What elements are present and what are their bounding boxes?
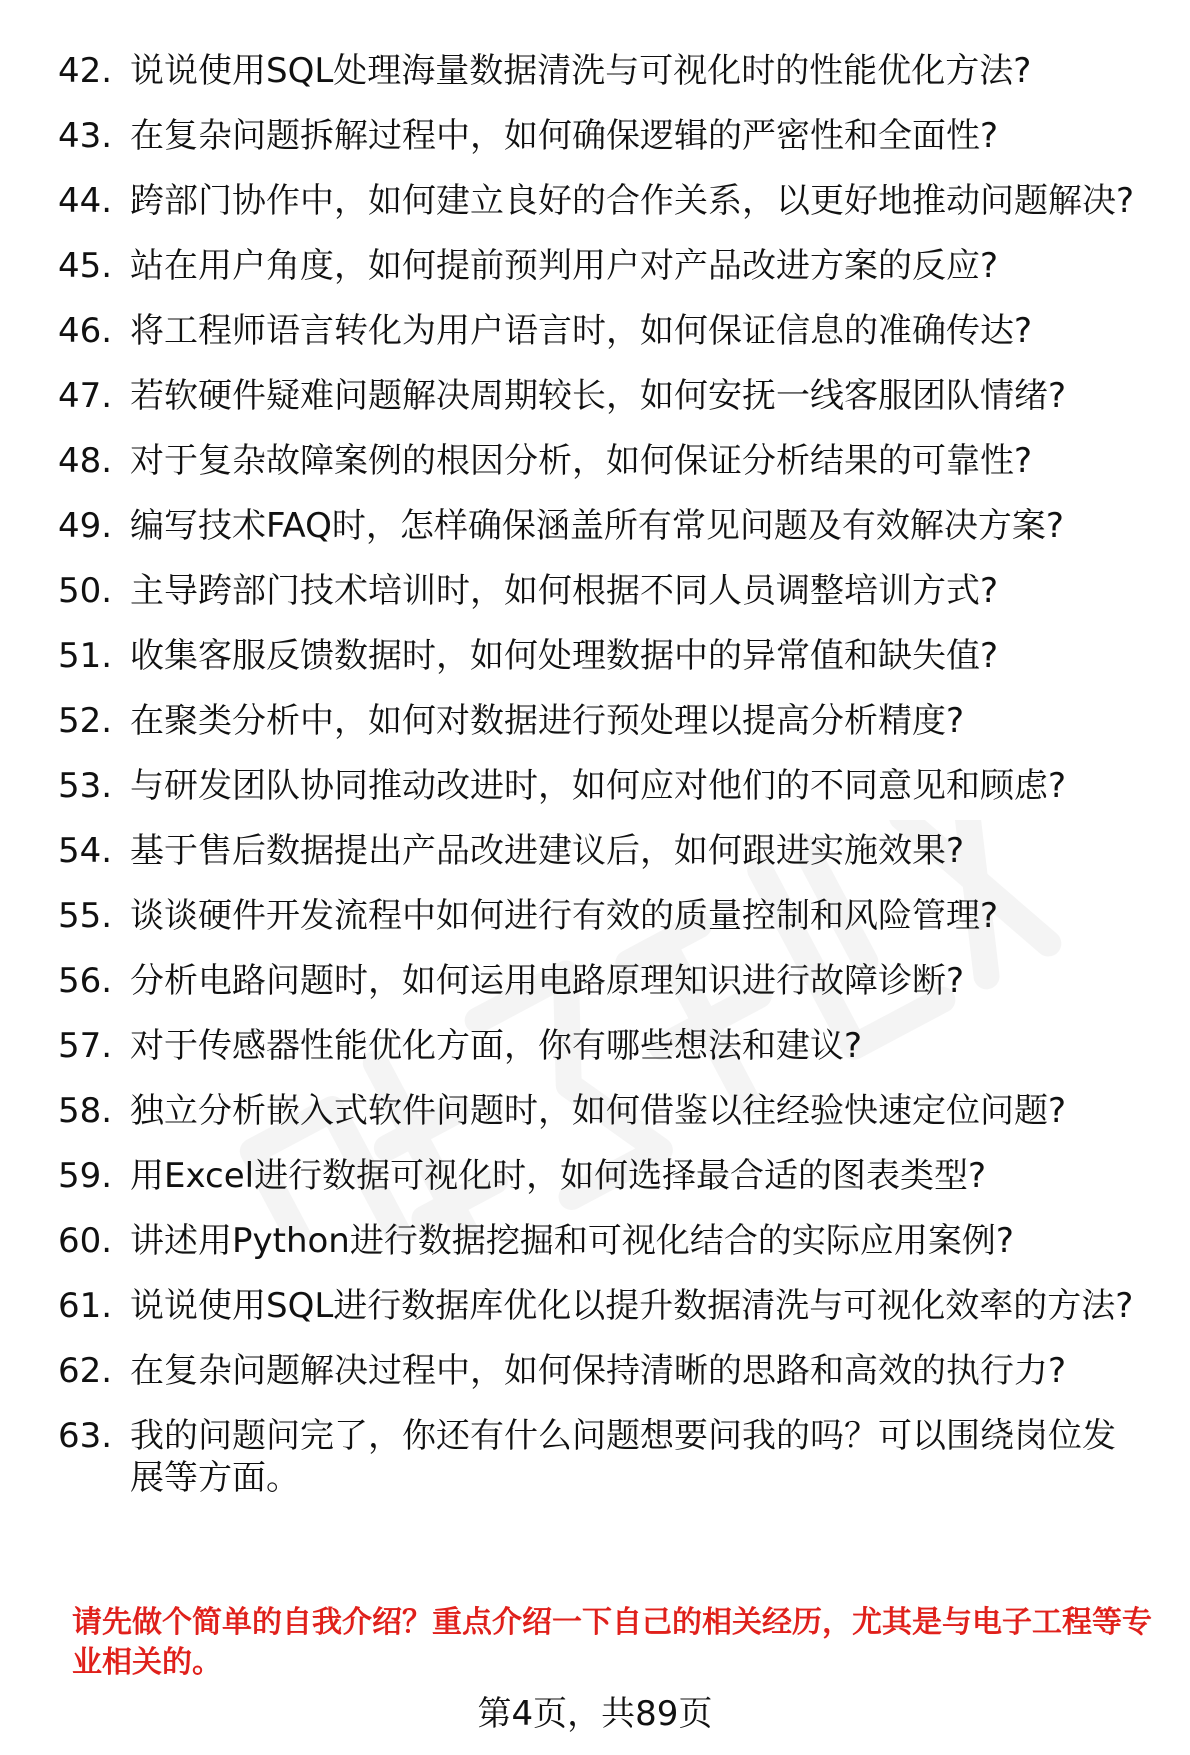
question-text: 编写技术FAQ时，怎样确保涵盖所有常见问题及有效解决方案? <box>130 506 1064 546</box>
question-number: 44. <box>58 181 113 221</box>
question-text: 对于复杂故障案例的根因分析，如何保证分析结果的可靠性? <box>130 441 1033 481</box>
question-text: 在复杂问题解决过程中，如何保持清晰的思路和高效的执行力? <box>130 1351 1067 1391</box>
question-text: 若软硬件疑难问题解决周期较长，如何安抚一线客服团队情绪? <box>130 376 1067 416</box>
question-text: 将工程师语言转化为用户语言时，如何保证信息的准确传达? <box>130 311 1033 351</box>
question-item <box>58 1155 1148 1197</box>
question-number: 53. <box>58 766 113 806</box>
question-text: 基于售后数据提出产品改进建议后，如何跟进实施效果? <box>130 831 965 871</box>
question-text: 说说使用SQL进行数据库优化以提升数据清洗与可视化效率的方法? <box>130 1286 1134 1326</box>
question-number: 46. <box>58 311 113 351</box>
question-text: 我的问题问完了，你还有什么问题想要问我的吗？可以围绕岗位发展等方面。 <box>130 1416 1116 1498</box>
question-text: 谈谈硬件开发流程中如何进行有效的质量控制和风险管理? <box>130 896 999 936</box>
question-number: 63. <box>58 1416 113 1456</box>
question-item <box>58 765 1148 807</box>
question-item <box>58 440 1148 482</box>
question-item <box>58 1350 1148 1392</box>
question-number: 42. <box>58 51 113 91</box>
question-item <box>58 1285 1148 1327</box>
question-item <box>58 180 1148 222</box>
question-item <box>58 50 1148 92</box>
question-text: 站在用户角度，如何提前预判用户对产品改进方案的反应? <box>130 246 999 286</box>
question-number: 52. <box>58 701 113 741</box>
question-item <box>58 1415 1148 1499</box>
question-number: 54. <box>58 831 113 871</box>
question-item <box>58 115 1148 157</box>
question-text: 分析电路问题时，如何运用电路原理知识进行故障诊断? <box>130 961 965 1001</box>
question-item <box>58 700 1148 742</box>
question-number: 62. <box>58 1351 113 1391</box>
instruction-text: 请先做个简单的自我介绍？重点介绍一下自己的相关经历，尤其是与电子工程等专业相关的。 <box>72 1605 1152 1680</box>
question-number: 49. <box>58 506 113 546</box>
question-number: 48. <box>58 441 113 481</box>
question-number: 50. <box>58 571 113 611</box>
question-item <box>58 635 1148 677</box>
question-number: 43. <box>58 116 113 156</box>
question-item <box>58 375 1148 417</box>
question-text: 主导跨部门技术培训时，如何根据不同人员调整培训方式? <box>130 571 999 611</box>
question-item <box>58 245 1148 287</box>
question-text: 对于传感器性能优化方面，你有哪些想法和建议? <box>130 1026 863 1066</box>
question-text: 跨部门协作中，如何建立良好的合作关系，以更好地推动问题解决? <box>130 181 1135 221</box>
question-text: 说说使用SQL处理海量数据清洗与可视化时的性能优化方法? <box>130 51 1032 91</box>
question-text: 在聚类分析中，如何对数据进行预处理以提高分析精度? <box>130 701 965 741</box>
page-number: 第4页，共89页 <box>477 1694 713 1734</box>
question-text: 讲述用Python进行数据挖掘和可视化结合的实际应用案例? <box>130 1221 1014 1261</box>
question-item <box>58 505 1148 547</box>
question-number: 51. <box>58 636 113 676</box>
question-number: 58. <box>58 1091 113 1131</box>
question-number: 45. <box>58 246 113 286</box>
question-number: 60. <box>58 1221 113 1261</box>
question-text: 与研发团队协同推动改进时，如何应对他们的不同意见和顾虑? <box>130 766 1067 806</box>
question-text: 独立分析嵌入式软件问题时，如何借鉴以往经验快速定位问题? <box>130 1091 1067 1131</box>
question-item <box>58 1090 1148 1132</box>
question-number: 57. <box>58 1026 113 1066</box>
question-item <box>58 310 1148 352</box>
question-number: 47. <box>58 376 113 416</box>
question-number: 56. <box>58 961 113 1001</box>
question-item <box>58 1025 1148 1067</box>
question-text: 在复杂问题拆解过程中，如何确保逻辑的严密性和全面性? <box>130 116 999 156</box>
question-item <box>58 1220 1148 1262</box>
question-number: 59. <box>58 1156 113 1196</box>
question-text: 用Excel进行数据可视化时，如何选择最合适的图表类型? <box>130 1156 987 1196</box>
question-list <box>58 50 1148 1522</box>
question-number: 55. <box>58 896 113 936</box>
question-item <box>58 960 1148 1002</box>
question-item <box>58 895 1148 937</box>
question-item <box>58 570 1148 612</box>
question-item <box>58 830 1148 872</box>
question-text: 收集客服反馈数据时，如何处理数据中的异常值和缺失值? <box>130 636 999 676</box>
question-number: 61. <box>58 1286 113 1326</box>
